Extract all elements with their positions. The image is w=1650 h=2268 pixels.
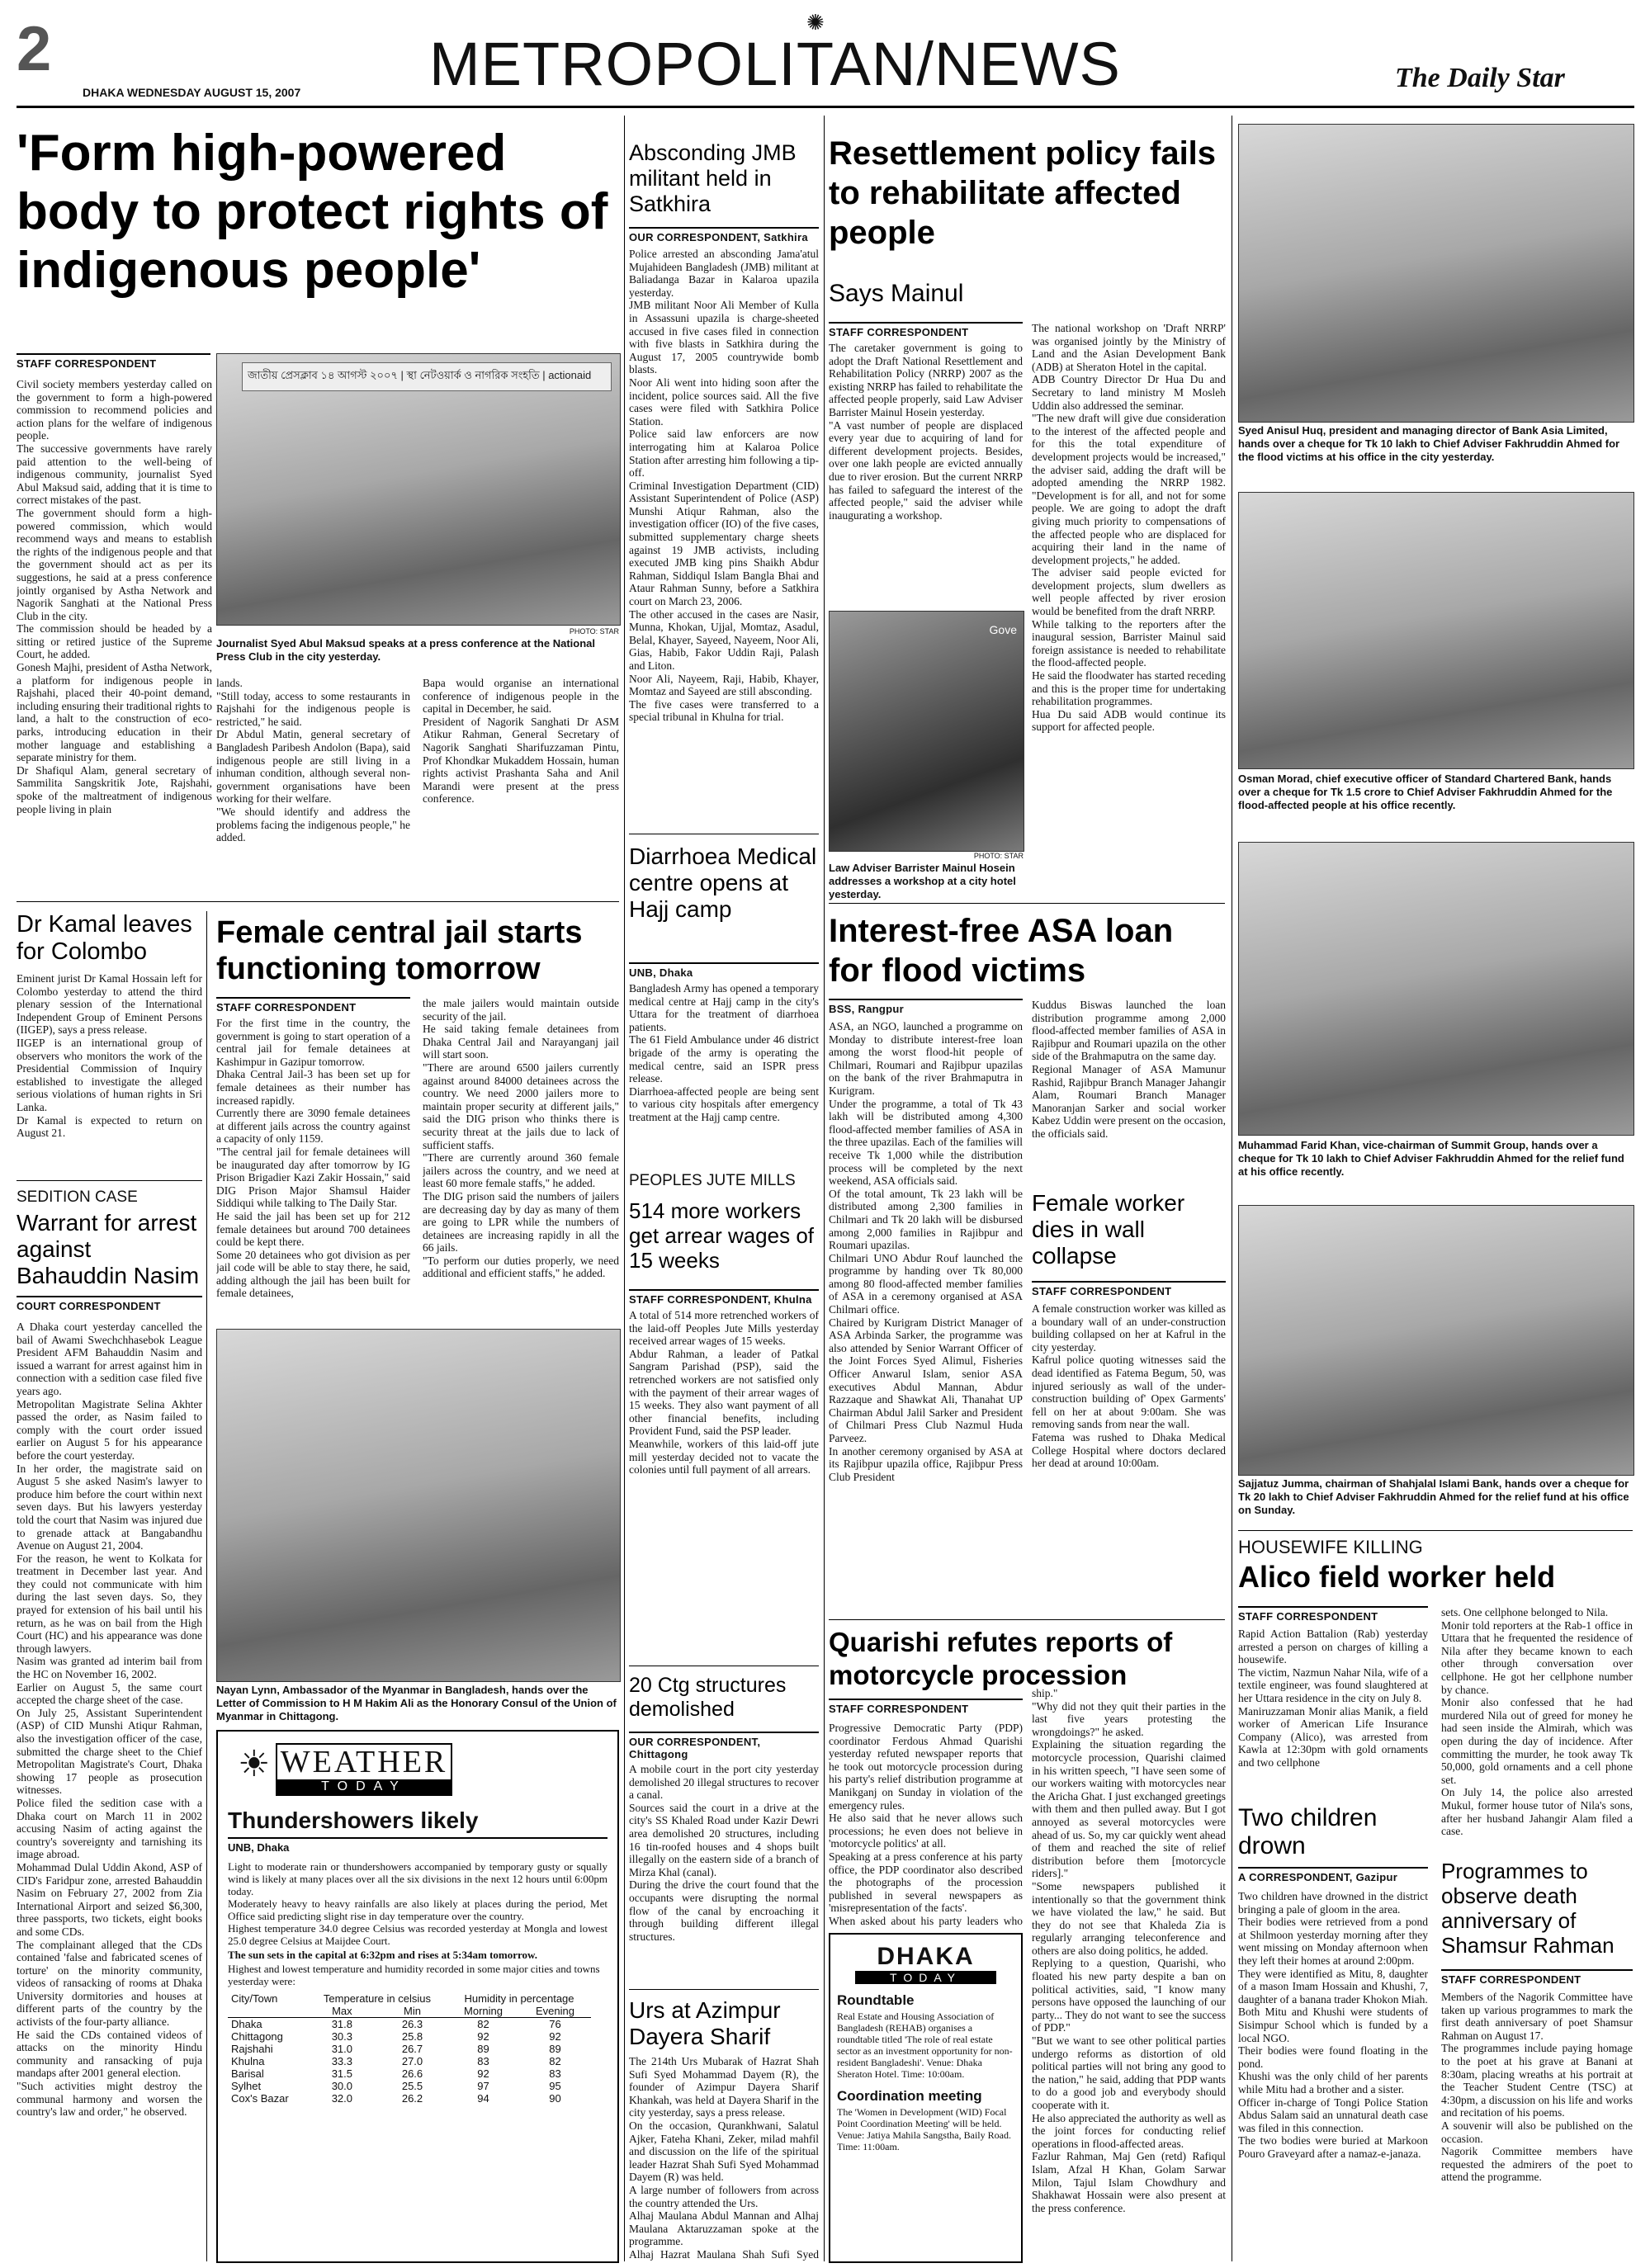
table-row: Cox's Bazar 32.0 26.2 94 90 [231, 2092, 561, 2105]
rule-photos-bottom [1238, 1530, 1633, 1531]
kicker-alico: HOUSEWIFE KILLING [1238, 1537, 1423, 1557]
headline-diarrhoea: Diarrhoea Medical centre opens at Hajj camp [629, 843, 817, 922]
photo-credit-resettlement: PHOTO: STAR [973, 852, 1024, 860]
weather-logo [276, 1743, 452, 1796]
headline-alico: Alico field worker held [1238, 1560, 1556, 1594]
article-jute: A total of 514 more retrenched workers of the laid-off Peoples Jute Mills yesterday received arrear wages of 15 weeks. Abdur Rahman, a leader of Patkal Sangram Parishad (PSP), said the retrenched workers are not satisfied only with the payment of their arrear wages of 15 weeks. They also want payment of all other financial benefits, including Provident Fund, said the PSP leader. Meanwhile, workers of this laid-off jute mill yesterday decided not to vacate the colonies until full payment of all arrears. [629, 1309, 819, 1477]
article-resettlement-col1: The caretaker government is going to adopt the Draft National Resettlement and Rehabilitation Policy (NRRP) 2007 as the existing NRRP has failed to rehabilitate the affected people properly, said Law Adviser Barrister Mainul Hosein yesterday. "A vast number of people are displaced every year due to acquiring of land for different development projects. Besides, over one lakh people are evicted annually due to river erosion. But the current NRRP has failed to safeguard the interest of the affected people," said the adviser while inaugurating a workshop. [829, 342, 1023, 522]
article-indigenous-col3: Bapa would organise an international conference of indigenous people in the capital in December, he said. President of Nagorik Sanghati Dr ASM Atikur Rahman, General Secretary of Nagorik Sanghati Sharifuzzaman Pintu, Prof Khondkar Mukaddem Hossain, human rights activist Prashanta Saha and Anil Marandi were present at the press conference. [423, 677, 619, 806]
caption-standard-chartered: Osman Morad, chief executive officer of Standard Chartered Bank, hands over a cheque for Tk 1.5 crore to Chief Adviser Fakhruddin Ahmed for the flood-affected people at his office recently. [1238, 773, 1613, 811]
byline-female-worker: STAFF CORRESPONDENT [1032, 1281, 1226, 1297]
sun-icon: ☀ [238, 1744, 271, 1784]
headline-asa: Interest-free ASA loan for flood victims [829, 913, 1174, 989]
ornament-icon: ✺ [806, 10, 825, 35]
article-indigenous-col1: Civil society members yesterday called on the government to form a high-powered commission to recommend policies and action plans for the welfare of indigenous people. The successive governments have rarely paid attention to the well-being of indigenous community, journalist Syed Abul Maksud said, adding that it is time to correct mistakes of the past. The government should form a high-powered commission, which would recommend ways and means to establish the rights of the indigenous people and that the government should act as per its suggestions, he said at a press conference jointly organised by Astha Network and Nagorik Sanghati at the National Press Club in the city. The commission should be headed by a sitting or retired justice of the Supreme Court, he added. Gonesh Majhi, president of Astha Network, a platform for indigenous people in Rajshahi, placed their 40-point demand, including ensuring their traditional rights to land, a halt to the construction of eco-parks, introducing education in their mother language and establishing a separate ministry for them. Dr Shafiqul Alam, general secretary of Sammilita Sangskritik Jote, Rajshahi, spoke of the maltreatment of indigenous people living in plain [17, 378, 212, 815]
weather-logo-top: WEATHER [280, 1745, 448, 1779]
article-indigenous-col2: lands. "Still today, access to some restaurants in Rajshahi for the indigenous people is restricted," he said. Dr Abdul Matin, general secretary of Bangladesh Paribesh Andolon (Bapa), said indigenous people are still living in a inhuman condition, although several non-government organisations have been working for their welfare. "We should identify and address the problems facing the indigenous people," he added. [216, 677, 410, 844]
photo-summit-group [1238, 842, 1634, 1136]
article-quarishi-col1: Progressive Democratic Party (PDP) coordinator Ferdous Ahmad Quarishi yesterday refuted newspaper reports that he took out motorcycle procession during his party's relief distribution programme at Manikganj on Sunday in violation of the emergency rules. He also said that he never allows such processions; he even does not believe in 'motorcycle politics' at all. Speaking at a press conference at his party office, the PDP coordinator also described the photographs of the procession published in several newspapers as 'misrepresentation of the facts'. When asked about his party leaders who [829, 1722, 1023, 1927]
weather-box [216, 1730, 619, 2263]
headline-indigenous: 'Form high-powered body to protect rights of indigenous people' [17, 125, 608, 299]
weather-headline: Thundershowers likely [228, 1807, 479, 1833]
headline-quarishi: Quarishi refutes reports of motorcycle procession [829, 1627, 1173, 1690]
photo-press-conference [216, 353, 621, 626]
photo-shahjalal-bank [1238, 1205, 1634, 1476]
rule-resettlement-bottom [829, 903, 1225, 904]
article-alico-col1: Rapid Action Battalion (Rab) yesterday arrested a person on charges of killing a housewife. The victim, Nazmun Nahar Nila, wife of a textile engineer, was found slaughtered at her Uttara residence in the city on July 8. Maniruzzaman Monir alias Manik, a field worker of American Life Insurance Company (Alico), was arrested from Kawla at 12:30pm with gold ornaments and two cellphone [1238, 1628, 1428, 1769]
article-female-worker: A female construction worker was killed as a boundary wall of an under-construction building collapsed on her at Kafrul in the city yesterday. Kafrul police quoting witnesses said the dead identified as Fatema Begum, 50, was injured seriously as wall of the under-construction building of' Opex Garments' fell on her at about 9:00am. She was removing sands from near the wall. Fatema was rushed to Dhaka Medical College Hospital where doctors declared her dead at around 10:00am. [1032, 1302, 1226, 1470]
headline-ctg: 20 Ctg structures demolished [629, 1674, 787, 1721]
rule-asa-bottom [829, 1619, 1225, 1620]
caption-myanmar: Nayan Lynn, Ambassador of the Myanmar in Bangladesh, hands over the Letter of Commission to H M Hakim Ali as the Honorary Consul of the Union of Myanmar in Chittagong. [216, 1684, 617, 1722]
dhaka-today-title: DHAKA [877, 1943, 975, 1970]
article-jmb: Police arrested an absconding Jama'atul Mujahideen Bangladesh (JMB) militant at Baliadanga Bazar in Kalaroa upazila yesterday. JMB militant Noor Ali Member of Kulla in Assassuni upazila is charge-sheeted accused in five cases filed in connection with five blasts in Satkhira during the August 17, 2005 countrywide bomb blasts. Noor Ali went into hiding soon after the incident, police sources said. All the five cases were filed with Satkhira Police Station. Police said law enforcers are now interrogating him at Kalaroa Police Station after arresting him following a tip-off. Criminal Investigation Department (CID) Assistant Superintendent of Police (ASP) Munshi Atiqur Rahman, also the investigation officer (IO) of the five cases, submitted supplementary charge sheets against 19 JMB activists, including executed JMB king pins Shaikh Abdur Rahman, Siddiqul Islam Bangla Bhai and Ataur Rahman Sunny, before a Satkhira court on March 23, 2006. The other accused in the cases are Nasir, Munna, Khokan, Ujjal, Momtaz, Asadul, Belal, Khayer, Sayeed, Nayeem, Noor Ali, Gias, Habib, Fakor Uddin Raji, Palash and Liton. Noor Ali, Nayeem, Raji, Habib, Khayer, Momtaz and Sayeed are still absconding. The five cases were transferred to a special tribunal in Khulna for trial. [629, 248, 819, 724]
caption-shahjalal-bank: Sajjatuz Jumma, chairman of Shahjalal Islami Bank, hands over a cheque for Tk 20 lakh to Chief Adviser Fakhruddin Ahmed for the relief fund at his office on Sunday. [1238, 1477, 1629, 1516]
article-jail-col1: For the first time in the country, the government is going to start operation of a central jail for female detainees at Kashimpur in Gazipur tomorrow. Dhaka Central Jail-3 has been set up for female detainees as their number has increased rapidly. Currently there are 3090 female detainees at different jails across the country against a capacity of only 1159. "The central jail for female detainees will be inaugurated day after tomorrow by IG Prison Brigadier Kazi Zakir Hossain," said DIG Prison Major Shamsul Haider Siddiqui while talking to The Daily Star. He said the jail has been set up for 212 female detainees but around 700 detainees could be kept there. Some 20 detainees who got division as per jail code will be able to stay there, he said, adding although the jail has been built for female detainees, [216, 1017, 410, 1300]
wx-header-city: City/Town [231, 1992, 278, 2005]
article-ctg: A mobile court in the port city yesterday demolished 20 illegal structures to recover a canal. Sources said the court in a drive at the city's SS Khaled Road under Kazir Dewri area demolished 20 structures, including 16 tin-roofed houses and 4 shops built illegally on the eastern side of a branch of Mirza Khal (canal). During the drive the court found that the occupants were disrupting the normal flow of the canal by encroaching it through building different illegal structures. [629, 1763, 819, 1943]
wx-header-temp: Temperature in celsius [323, 1992, 431, 2005]
coordination-title: Coordination meeting [837, 2088, 982, 2104]
byline-drown: A CORRESPONDENT, Gazipur [1238, 1867, 1428, 1883]
article-diarrhoea: Bangladesh Army has opened a temporary medical centre at Hajj camp in the city's Uttara for the treatment of diarrhoea patients. The 61 Field Ambulance under 46 district brigade of the army is operating the medical centre, said an ISPR press release. Diarrhoea-affected people are being sent to various city hospitals after emergency treatment at the Hajj camp centre. [629, 982, 819, 1123]
headline-jail: Female central jail starts functioning tomorrow [216, 915, 583, 986]
article-jail-col2: the male jailers would maintain outside security of the jail. He said taking female detainees from Dhaka Central Jail and Narayanganj jail will start soon. "There are around 6500 jailers currently against around 84000 detainees across the country. We need 2000 jailers more to maintain proper security at different jails," said the DIG prison who thinks there is security threat at the jails due to lack of sufficient staffs. "There are currently around 360 female jailers across the country, and we need at least 60 more female staffs," he added. The DIG prison said the numbers of jailers are decreasing day by day as many of them are going to LPR while the numbers of detainees are increasing rapidly in all the 66 jails. "To perform our duties properly, we need additional and efficient staffs," he added. [423, 997, 619, 1280]
headline-resettlement: Resettlement policy fails to rehabilitate affected people [829, 135, 1217, 251]
photo-law-adviser [829, 611, 1024, 852]
subhead-resettlement: Says Mainul [829, 280, 964, 307]
byline-alico: STAFF CORRESPONDENT [1238, 1606, 1428, 1623]
column-rule [206, 911, 207, 2261]
dhaka-today-box [829, 1933, 1023, 2263]
headline-kamal: Dr Kamal leaves for Colombo [17, 911, 192, 965]
table-row: Rajshahi 31.0 26.7 89 89 [231, 2043, 561, 2055]
byline-shamsur: STAFF CORRESPONDENT [1441, 1969, 1633, 1986]
roundtable-title: Roundtable [837, 1992, 915, 2008]
roundtable-body: Real Estate and Housing Association of Bangladesh (REHAB) organises a roundtable titled 'The role of real estate sector as an investment opportunity for non-resident Bangladeshi'. Venue: Dhaka Sheraton Hotel. Time: 10:00am. [837, 2010, 1013, 2080]
headline-nasim: Warrant for arrest against Bahauddin Nasim [17, 1210, 200, 1288]
photo-credit-indigenous: PHOTO: STAR [569, 627, 619, 636]
byline-resettlement: STAFF CORRESPONDENT [829, 322, 1023, 338]
headline-female-worker: Female worker dies in wall collapse [1032, 1190, 1185, 1269]
column-rule [624, 116, 625, 2261]
byline-indigenous: STAFF CORRESPONDENT [17, 353, 210, 370]
byline-jail: STAFF CORRESPONDENT [216, 997, 410, 1014]
column-rule [824, 116, 825, 2261]
table-row: Chittagong 30.3 25.8 92 92 [231, 2030, 561, 2043]
wx-sub-morning: Morning [464, 2005, 504, 2017]
table-row: Dhaka 31.8 26.3 82 76 [231, 2018, 561, 2030]
photo-banner: জাতীয় প্রেসক্লাব ১৪ আগস্ট ২০০৭ | স্থা নেটওয়ার্ক ও নাগরিক সংহতি | actionaid [242, 362, 612, 391]
kicker-nasim: SEDITION CASE [17, 1188, 138, 1206]
article-asa-col2: Kuddus Biswas launched the loan distribution programme among 2,000 flood-affected member families of ASA in Rajibpur and Roumari upazila on the other side of the Brahmaputra on the same day. Regional Manager of ASA Mamunur Rashid, Rajibpur Branch Manager Jahangir Alam, Roumari Branch Manager Manoranjan Sarker and social worker Kabez Uddin were present on the occasion, the officials said. [1032, 999, 1226, 1140]
wx-sub-max: Max [332, 2005, 352, 2017]
article-alico-col2: sets. One cellphone belonged to Nila. Monir told reporters at the Rab-1 office in Uttara that he frequented the residence of Nila after they became known to each other through conversation over cellphone. He got her cellphone number by chance. Monir also confessed that he had murdered Nila out of greed for money he had seen inside the Almirah, which was open during the day of incidence. After committing the murder, he took away Tk 50,000, gold ornaments and a cell phone set. On July 14, the police also arrested Mukul, former house tutor of Nila's sons, after her husband Jahangir Alam filed a case. [1441, 1606, 1633, 1838]
table-row: Khulna 33.3 27.0 83 82 [231, 2055, 561, 2067]
caption-bank-asia: Syed Anisul Huq, president and managing director of Bank Asia Limited, hands over a cheque for Tk 10 lakh to Chief Adviser Fakhruddin Ahmed for the flood victims at his office in the city yesterday. [1238, 424, 1620, 463]
dateline: DHAKA WEDNESDAY AUGUST 15, 2007 [83, 86, 301, 99]
article-asa-col1: ASA, an NGO, launched a programme on Monday to distribute interest-free loan among the worst flood-hit people of Chilmari, Roumari and Rajibpur upazilas on the bank of the river Brahmaputra in Kurigram. Under the programme, a total of Tk 43 lakh will be distributed among 4,300 flood-affected member families of ASA in the three upazilas. Each of the families will receive Tk 1,000 while the distribution process will be completed by the next weekend, ASA officials said. Of the total amount, Tk 23 lakh will be distributed among 2,300 families in Chilmari and Tk 20 lakh will be disbursed among 2,000 families in Rajibpur and Roumari upazilas. Chilmari UNO Abdur Rouf launched the programme by handing over Tk 80,000 among 80 flood-affected member families of ASA in a ceremony organised at ASA Chilmari office. Chaired by Kurigram District Manager of ASA Arbinda Sarker, the programme was also attended by Senior Warrant Officer of the Joint Forces Syed Alimul, Fisheries Officer Anwarul Islam, senior ASA executives Abdul Mannan, Abdur Razzaque and Shawkat Ali, Thanahat UP Chairman Abdul Jalil Sarker and President of Chilmari Press Club Nazmul Huda Parveez. In another ceremony organised by ASA at its Rajibpur upazila office, Rajibpur Press Club President [829, 1020, 1023, 1483]
photo-bank-asia [1238, 124, 1634, 423]
photo-standard-chartered [1238, 492, 1634, 769]
article-urs: The 214th Urs Mubarak of Hazrat Shah Sufi Syed Mohammad Dayem (R), the founder of Azimpur Dayera Sharif Khankah, was held at Dayera Sharif in the city yesterday, says a press release. On the occasion, Qurankhwani, Salatul Ajker, Fateha Khani, Zeker, milad mahfil and discussion on the life of the spiritual leader Hazrat Shah Sufi Syed Mohammad Dayem (R) was held. A large number of followers from across the country attended the Urs. Alhaj Maulana Abdul Mannan and Alhaj Maulana Aktaruzzaman spoke at the programme. Alhaj Hazrat Maulana Shah Sufi Syed [629, 2055, 819, 2261]
photo-myanmar [216, 1329, 621, 1682]
article-drown: Two children have drowned in the district bringing a pale of gloom in the area. Their bodies were retrieved from a pond at Shilmoon yesterday morning after they went missing on Monday afternoon when they left their homes at around 2:00pm. They were identified as Mitu, 8, daughter of a mason Imam Hossain and Khushi, 7, daughter of a banana trader Khokon Miah. Both Mitu and Khushi were students of Sisimpur School which is funded by a local NGO. Their bodies were found floating in the pond. Khushi was the only child of her parents while Mitu had a brother and a sister. Officer in-charge of Tongi Police Station Abdus Salam said an unnatural death case was filed in this connection. The two bodies were buried at Markoon Pouro Graveyard after a namaz-e-janaza. [1238, 1890, 1428, 2160]
wx-header-humidity: Humidity in percentage [464, 1992, 574, 2005]
weather-byline: UNB, Dhaka [228, 1837, 608, 1854]
headline-jute: 514 more workers get arrear wages of 15 weeks [629, 1198, 815, 1273]
caption-summit-group: Muhammad Farid Khan, vice-chairman of Summit Group, hands over a cheque for Tk 10 lakh to Chief Adviser Fakhruddin Ahmed for the relief fund at his office recently. [1238, 1139, 1624, 1178]
wx-sub-evening: Evening [536, 2005, 574, 2017]
weather-sun-times: The sun sets in the capital at 6:32pm and rises at 5:34am tomorrow. [228, 1949, 537, 1961]
byline-jute: STAFF CORRESPONDENT, Khulna [629, 1289, 819, 1306]
byline-asa: BSS, Rangpur [829, 999, 1023, 1015]
weather-table-intro: Highest and lowest temperature and humidity recorded in some major cities and towns yesterday were: [228, 1963, 600, 1987]
rule-indigenous-bottom [17, 901, 619, 902]
weather-logo-bottom: TODAY [277, 1779, 451, 1794]
article-quarishi-col2: ship." "Why did not they quit their parties in the last five years protesting the wrongdoings?" he asked. Explaining the situation regarding the motorcycle procession, Quarishi claimed in his written speech, "I have seen some of our workers waiting with motorcycles near the Aricha Ghat. I just exchanged greetings with them and then pulled away. But I got annoyed as several motorcycles were ahead of us. So, my car quickly went ahead of them and reached the site of relief distribution before them [motorcycle riders]." "Some newspapers published it intentionally so that the government think we have violated the law," he said. But they do not see that Khaleda Zia is regularly arranging teleconference and others are also doing politics, he added. Replying to a question, Quarishi, who floated his new party despite a ban on political activities, said, "I know many persons have opposed the launching of our party... They do not want to see the success of PDP." "But we want to see other political parties undergo reforms as distortion of old political parties will not bring any good to the nation," he said, adding that PDP wants to do a good job and everybody should cooperate with it. He also appreciated the authority as well as the joint forces for conducting relief operations in flood-affected areas. Fazlur Rahman, Maj Gen (retd) Rafiqul Islam, Afzal H Khan, Golam Sarwar Milon, Tajul Islam Chowdhury and Shakhawat Hossain were also present at the press conference. [1032, 1687, 1226, 2214]
rule-kamal-bottom [17, 1180, 202, 1181]
table-row: Barisal 31.5 26.6 92 83 [231, 2067, 561, 2080]
article-shamsur: Members of the Nagorik Committee have taken up various programmes to mark the first death anniversary of poet Shamsur Rahman on August 17. The programmes include paying homage to the poet at his grave at Banani at 8:30am, placing wreaths at his portrait at the Teacher Student Centre (TSC) at 4:30pm, a discussion on his life and works and recitation of his poems. A souvenir will also be published on the occasion. Nagorik Committee members have requested the admirers of the poet to attend the programme. [1441, 1991, 1633, 2184]
byline-nasim: COURT CORRESPONDENT [17, 1296, 202, 1312]
rule-ctg-bottom [629, 1989, 819, 1990]
wx-sub-min: Min [404, 2005, 421, 2017]
masthead-rule [17, 106, 1634, 108]
weather-body: Light to moderate rain or thundershowers accompanied by temporary gusty or squally wind is likely at many places over all the six divisions in the next 12 hours until 6:00pm today. Moderately heavy to heavy rainfalls are also likely at places during the period, Met Office said predicting slight rise in day temperature over the country. Highest temperature 34.0 degree Celsius was recorded yesterday at Mongla and lowest 25.0 degree Celsius at Maijdee Court. [228, 1860, 608, 1947]
article-resettlement-col2: The national workshop on 'Draft NRRP' was organised jointly by the Ministry of Land and the Asian Development Bank (ADB) at Sheraton Hotel in the capital. ADB Country Director Dr Hua Du and Secretary to land ministry M Mosleh Uddin also addressed the seminar. "The new draft will give due consideration to the interest of the affected people and for this the total expenditure of development projects would be increased," the adviser said, adding the draft will be adopted amending the NRRP 1982. "Development is for all, and not for some people. We are going to adopt the draft giving much priority to compensations of the affected people who are displaced for acquiring their land in the name of development projects," he added. The adviser said people evicted for development projects, slum dwellers as well people affected by river erosion would be benefited from the draft NRRP. While talking to the reporters after the inaugural session, Barrister Mainul said foreign assistance is needed to rehabilitate the flood-affected people. He said the floodwater has started receding and this is the proper time for undertaking rehabilitation programmes. Hua Du said ADB would continue its support for affected people. [1032, 322, 1226, 734]
kicker-jute: PEOPLES JUTE MILLS [629, 1172, 796, 1189]
byline-ctg: OUR CORRESPONDENT, Chittagong [629, 1732, 819, 1760]
byline-jmb: OUR CORRESPONDENT, Satkhira [629, 227, 819, 243]
coordination-body: The 'Women in Development (WID) Focal Point Coordination Meeting' will be held. Venue: Jatiya Mahila Sangstha, Baily Road. Time: 11:00am. [837, 2106, 1011, 2152]
caption-resettlement: Law Adviser Barrister Mainul Hosein addresses a workshop at a city hotel yesterday. [829, 862, 1016, 900]
page-number: 2 [17, 14, 52, 84]
headline-urs: Urs at Azimpur Dayera Sharif [629, 1997, 781, 2049]
table-row: Sylhet 30.0 25.5 97 95 [231, 2080, 561, 2092]
byline-quarishi: STAFF CORRESPONDENT [829, 1699, 1023, 1715]
article-nasim: A Dhaka court yesterday cancelled the bail of Awami Swechchhasebok League President AFM Bahauddin Nasim and issued a warrant for arrest against him in connection with a sedition case filed five years ago. Metropolitan Magistrate Selina Akhter passed the order, as Nasim failed to comply with the court order issued earlier on August 5 for his appearance before the court yesterday. In her order, the magistrate said on August 5 she asked Nasim's lawyer to produce him before the court within next seven days. But his lawyers yesterday told the court that Nasim was injured due to grenade attack at Bangabandhu Avenue on August 21, 2004. For the reason, he went to Kolkata for treatment in December last year. And they could not communicate with him during the last seven days. So, they prayed for extension of his bail until his return, as he was on bail from the High Court (HC) and his appearance was done through lawyers. Nasim was granted ad interim bail from the HC on November 16, 2002. Earlier on August 5, the same court accepted the charge sheet of the case. On July 25, Assistant Superintendent (ASP) of CID Munshi Atiqur Rahman, also the investigation officer of the case, submitted the charge sheet to the Chief Metropolitan Magistrate's Court, Dhaka showing 17 people as prosecution witnesses. Police filed the sedition case with a Dhaka court on March 11 in 2002 accusing Nasim of acting against the country's sovereignty and tarnishing its image abroad. Mohammad Dulal Uddin Akond, ASP of CID's Faridpur zone, arrested Bahauddin Nasim on February 27, 2002 from Zia International Airport and seized $6,300, three passports, two tickets, eight books and some CDs. The complainant alleged that the CDs contained 'false and fabricated scenes of torture' on the minority community, videos of ransacking of rooms at Dhaka University dormitories and houses at different parts of the country by the activists of the four-party alliance. He said the CDs contained videos of attacks on the minority Hindu community and ransacking of puja mandaps after 2001 general election. "Such activities might destroy the communal harmony and worsen the country's law and order," he observed. [17, 1321, 202, 2119]
paper-logo: The Daily Star [1395, 63, 1565, 93]
byline-diarrhoea: UNB, Dhaka [629, 962, 819, 979]
headline-shamsur: Programmes to observe death anniversary of Shamsur Rahman [1441, 1859, 1615, 1958]
headline-drown: Two children drown [1238, 1804, 1378, 1859]
caption-indigenous: Journalist Syed Abul Maksud speaks at a press conference at the National Press Club in the city yesterday. [216, 637, 595, 663]
photo-banner-resettlement: Gove [989, 623, 1017, 636]
dhaka-today-subtitle: TODAY [855, 1971, 996, 1984]
section-title: METROPOLITAN/NEWS [429, 30, 1121, 98]
headline-jmb: Absconding JMB militant held in Satkhira [629, 140, 797, 216]
weather-table [228, 1992, 591, 2105]
article-kamal: Eminent jurist Dr Kamal Hossain left for Colombo yesterday to attend the third plenary session of the International Independent Group of Eminent Persons (IIGEP), says a press release. IIGEP is an international group of observers who monitors the work of the Presidential Commission of Inquiry established to investigate the alleged serious violations of human rights in Sri Lanka. Dr Kamal is expected to return on August 21. [17, 972, 202, 1140]
